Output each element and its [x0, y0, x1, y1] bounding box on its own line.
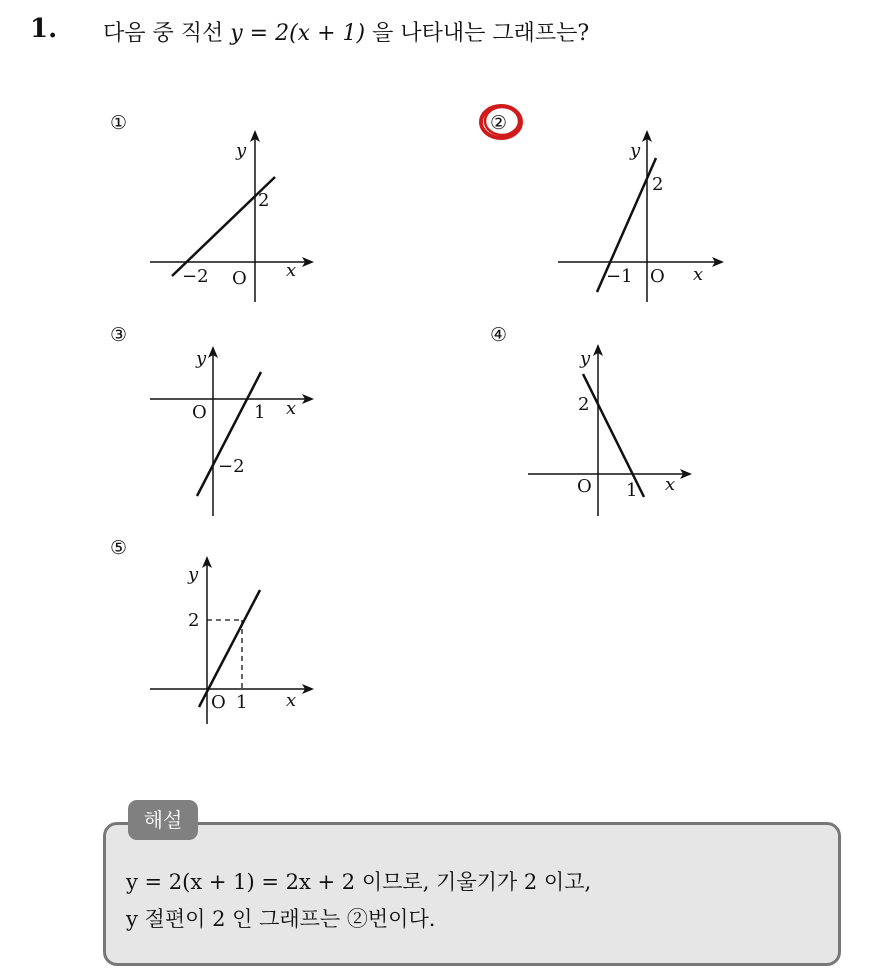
question-prefix: 다음 중 직선	[103, 21, 231, 46]
y-axis-label: y	[196, 348, 207, 369]
x-axis-label: x	[286, 398, 297, 419]
graph-line	[197, 372, 261, 496]
y-axis-label: y	[236, 140, 247, 161]
solution-line-1: y = 2(x + 1) = 2x + 2 이므로, 기울기가 2 이고,	[126, 870, 592, 894]
question-number: 1.	[30, 14, 58, 44]
x-axis-label: x	[286, 260, 297, 281]
option-1-label[interactable]: ①	[110, 112, 128, 134]
y-axis-label: y	[580, 348, 591, 369]
option-4-label[interactable]: ④	[490, 324, 508, 346]
solution-tag: 해설	[128, 800, 198, 840]
question-equation: y = 2(x + 1)	[230, 21, 366, 46]
x-axis-label: x	[286, 690, 297, 711]
option-5-graph	[140, 552, 330, 742]
origin-label: O	[650, 266, 665, 287]
question-text	[103, 16, 589, 47]
y-intercept-label: 2	[652, 174, 664, 195]
y-axis-label: y	[188, 564, 199, 585]
option-3-graph	[140, 340, 330, 530]
x-intercept-label: −1	[606, 266, 633, 287]
origin-label: O	[577, 476, 592, 497]
origin-label: O	[211, 692, 226, 713]
question-suffix: 을 나타내는 그래프는?	[365, 21, 590, 46]
option-2-graph	[550, 120, 740, 310]
x-intercept-label: 1	[626, 480, 638, 501]
y-intercept-label: 2	[258, 190, 270, 211]
option-1-graph	[140, 120, 330, 310]
graph-line	[583, 374, 644, 497]
y-axis-label: y	[630, 140, 641, 161]
y-intercept-label: 2	[188, 610, 200, 631]
x-axis-label: x	[665, 474, 676, 495]
y-intercept-label: 2	[578, 394, 590, 415]
x-axis-label: x	[693, 264, 704, 285]
option-3-label[interactable]: ③	[110, 324, 128, 346]
option-4-graph	[520, 340, 710, 530]
x-intercept-label: 1	[236, 692, 248, 713]
y-intercept-label: −2	[218, 456, 245, 477]
origin-label: O	[232, 268, 247, 289]
x-intercept-label: 1	[254, 402, 266, 423]
x-intercept-label: −2	[182, 266, 209, 287]
option-2-label[interactable]: ②	[490, 112, 508, 134]
solution-line-2: y 절편이 2 인 그래프는 ②번이다.	[126, 907, 436, 931]
option-5-label[interactable]: ⑤	[110, 537, 128, 559]
origin-label: O	[192, 402, 207, 423]
